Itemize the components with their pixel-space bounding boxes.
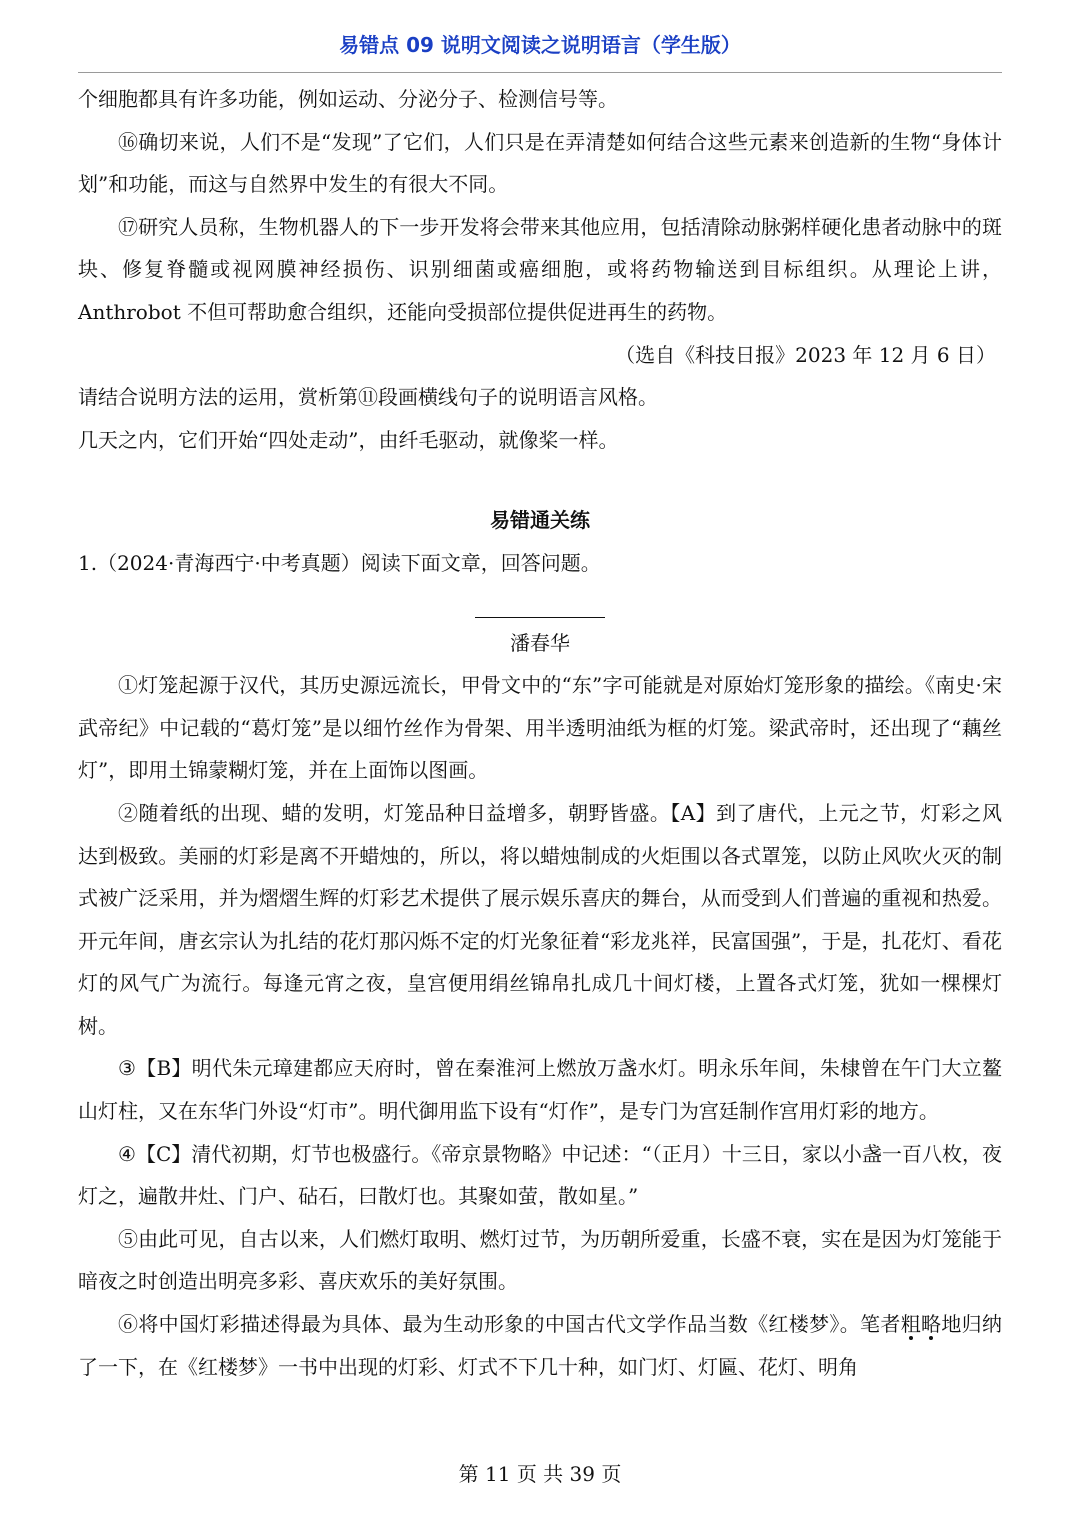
title-blank-line [475, 617, 605, 618]
emphasis-dot-char-1: 粗 [900, 1312, 922, 1337]
paragraph-16: ⑯确切来说，人们不是“发现”了它们，人们只是在弄清楚如何结合这些元素来创造新的生物“身体计划”和功能，而这与自然界中发生的有很大不同。 [78, 129, 1002, 197]
article-paragraph-5: ⑤由此可见，自古以来，人们燃灯取明、燃灯过节，为历朝所爱重，长盛不衰，实在是因为灯笼能于暗夜之时创造出明亮多彩、喜庆欢乐的美好氛围。 [78, 1226, 1002, 1294]
page-footer [0, 1458, 1080, 1487]
article-paragraph-6 [78, 1303, 1002, 1388]
page-header-title: 易错点 09 说明文阅读之说明语言（学生版） [339, 33, 741, 57]
page-number: 第 11 页 共 39 页 [458, 1462, 622, 1486]
emphasis-dot-char-2: 略 [921, 1312, 942, 1337]
page-header [78, 28, 1002, 73]
article-paragraph-6-part-b: 地归纳了一下，在《红楼梦》一书中出现的灯彩、灯式不下几十种，如门灯、灯匾、花灯、明角 [78, 1312, 1003, 1379]
source-citation: （选自《科技日报》2023 年 12 月 6 日） [615, 342, 996, 367]
document-body [78, 78, 1002, 1388]
article-paragraph-1: ①灯笼起源于汉代，其历史源远流长，甲骨文中的“东”字可能就是对原始灯笼形象的描绘。《南史·宋武帝纪》中记载的“葛灯笼”是以细竹丝作为骨架、用半透明油纸为框的灯笼。梁武帝时，还出现了“藕丝灯”，即用土锦蒙糊灯笼，并在上面饰以图画。 [78, 673, 1002, 783]
article-paragraph-2: ②随着纸的出现、蜡的发明，灯笼品种日益增多，朝野皆盛。【A】到了唐代，上元之节，灯彩之风达到极致。美丽的灯彩是离不开蜡烛的，所以，将以蜡烛制成的火炬围以各式罩笼，以防止风吹火灭的制式被广泛采用，并为熠熠生辉的灯彩艺术提供了展示娱乐喜庆的舞台，从而受到人们普遍的重视和热爱。开元年间，唐玄宗认为扎结的花灯那闪烁不定的灯光象征着“彩龙兆祥，民富国强”，于是，扎花灯、看花灯的风气广为流行。每逢元宵之夜，皇宫便用绢丝锦帛扎成几十间灯楼，上置各式灯笼，犹如一棵棵灯树。 [78, 800, 1002, 1038]
paragraph-17: ⑰研究人员称，生物机器人的下一步开发将会带来其他应用，包括清除动脉粥样硬化患者动脉中的斑块、修复脊髓或视网膜神经损伤、识别细菌或癌细胞，或将药物输送到目标组织。从理论上讲，Anthrobot 不但可帮助愈合组织，还能向受损部位提供促进再生的药物。 [78, 214, 1002, 324]
question-text: 请结合说明方法的运用，赏析第⑪段画横线句子的说明语言风格。 [78, 385, 658, 410]
article-paragraph-6-part-a: ⑥将中国灯彩描述得最为具体、最为生动形象的中国古代文学作品当数《红楼梦》。笔者 [118, 1312, 901, 1337]
article-paragraph-3: ③【B】明代朱元璋建都应天府时，曾在秦淮河上燃放万盏水灯。明永乐年间，朱棣曾在午门大立鳌山灯柱，又在东华门外设“灯市”。明代御用监下设有“灯作”，是专门为宫廷制作宫用灯彩的地方。 [78, 1056, 1002, 1124]
article-author: 潘春华 [510, 630, 570, 655]
question-1: 1.（2024·青海西宁·中考真题）阅读下面文章，回答问题。 [78, 550, 601, 575]
quoted-sentence: 几天之内，它们开始“四处走动”，由纤毛驱动，就像桨一样。 [78, 427, 619, 452]
paragraph-continued: 个细胞都具有许多功能，例如运动、分泌分子、检测信号等。 [78, 87, 618, 111]
article-paragraph-4: ④【C】清代初期，灯节也极盛行。《帝京景物略》中记述：“（正月）十三日，家以小盏一百八枚，夜灯之，遍散井灶、门户、砧石，曰散灯也。其聚如萤，散如星。” [78, 1141, 1002, 1209]
section-title: 易错通关练 [490, 508, 590, 533]
